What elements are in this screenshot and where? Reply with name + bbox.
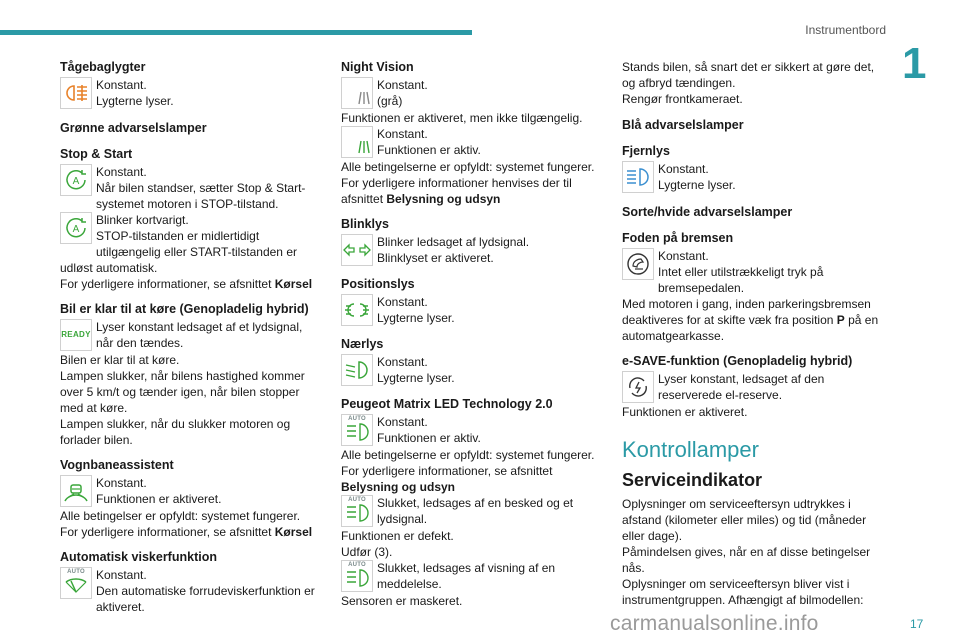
high-beam-heading: Fjernlys bbox=[622, 144, 670, 158]
stopstart-item-2: A Blinker kortvarigt. STOP-tilstanden er midlertidigt utilgængelig eller START-tilstanden er udløst automatisk. bbox=[60, 213, 297, 275]
matrix-led-auto-icon-3: AUTO bbox=[341, 560, 373, 592]
lane-assist-more: For yderligere informationer, se afsnittet Kørsel bbox=[60, 525, 313, 539]
matrix-led-auto-icon: AUTO bbox=[341, 414, 373, 446]
high-beam-icon bbox=[622, 161, 654, 193]
header-accent-bar bbox=[0, 30, 472, 35]
brake-foot-item: Konstant. Intet eller utilstrækkeligt tryk på bremsepedalen. bbox=[622, 248, 884, 296]
dipped-beam-item: Konstant. Lygterne lyser. bbox=[341, 354, 603, 387]
night-vision-grey-icon bbox=[341, 77, 373, 109]
column-2: Night Vision Konstant. (grå) Funktionen er aktiveret, men ikke tilgængelig. Konstant. Funktionen er aktiv. Alle betingelserne er opfyldt: systemet fungerer. For yderligere informationer henvises der til afsnittet Belysning og udsyn Blinklys Blinker ledsaget af lydsignal. Blinklyset er aktiveret. Positionslys Konstant. Lygterne lyser. Nærlys Konstant. Lygterne lyser. Peugeot Matrix LED Technology 2.0 AUTO Konstant. Funktionen er aktiv. Alle betingelserne er opfyldt: systemet fungerer. For yderligere informationer, se afsnittet Belysning og udsyn AUTO Slukket, ledsages af en besked og et lydsignal. Funktionen er defekt. Udfør (3). AUTO Slukket, ledsages af visning af en meddelelse. Sensoren er maskeret. bbox=[341, 59, 603, 609]
matrix-led-heading: Peugeot Matrix LED Technology 2.0 bbox=[341, 397, 553, 411]
kontrollamper-title: Kontrollamper bbox=[622, 437, 759, 462]
service-indicator-title: Serviceindikator bbox=[622, 470, 763, 490]
svg-text:A: A bbox=[72, 224, 80, 235]
blue-lamps-heading: Blå advarselslamper bbox=[622, 118, 744, 132]
stopstart-heading: Stop & Start bbox=[60, 147, 133, 161]
fog-heading: Tågebaglygter bbox=[60, 60, 146, 74]
matrix-led-item-3: AUTO Slukket, ledsages af visning af en meddelelse. bbox=[341, 560, 603, 593]
watermark: carmanualsonline.info bbox=[610, 612, 819, 635]
esave-heading: e-SAVE-funktion (Genopladelig hybrid) bbox=[622, 354, 853, 368]
ready-heading: Bil er klar til at køre (Genopladelig hybrid) bbox=[60, 302, 309, 316]
auto-wiper-icon: AUTO bbox=[60, 567, 92, 599]
high-beam-item: Konstant. Lygterne lyser. bbox=[622, 161, 884, 194]
stop-start-blink-icon bbox=[60, 212, 92, 244]
link-belysning-2: Belysning og udsyn bbox=[341, 480, 456, 494]
brake-foot-heading: Foden på bremsen bbox=[622, 231, 734, 245]
link-korsel: Kørsel bbox=[274, 277, 313, 291]
matrix-led-auto-icon-2: AUTO bbox=[341, 495, 373, 527]
fog-item: Konstant. Lygterne lyser. bbox=[60, 77, 322, 110]
stopstart-item-1: A Konstant. Når bilen standser, sætter Stop & Start-systemet motoren i STOP-tilstand. bbox=[60, 164, 322, 212]
lane-assist-icon bbox=[60, 475, 92, 507]
turn-signal-icon bbox=[341, 234, 373, 266]
wiper-heading: Automatisk viskerfunktion bbox=[60, 550, 217, 564]
night-vision-green-icon bbox=[341, 126, 373, 158]
night-vision-heading: Night Vision bbox=[341, 60, 414, 74]
green-lamps-heading: Grønne advarselslamper bbox=[60, 121, 207, 135]
column-3: Stands bilen, så snart det er sikkert at gøre det, og afbryd tændingen. Rengør frontkameraet. Blå advarselslamper Fjernlys Konstant. Lygterne lyser. Sorte/hvide advarselslamper Foden på bremsen Konstant. Intet eller utilstrækkeligt tryk på bremsepedalen. Med motoren i gang, inden parkeringsbremsen deaktiveres for at skifte væk fra position P på en automatgearkasse. e-SAVE-funktion (Genopladelig hybrid) Lyser konstant, ledsaget af den reserverede el-reserve. Funktionen er aktiveret. Kontrollamper Serviceindikator Oplysninger om serviceeftersyn udtrykkes i afstand (kilometer eller miles) og tid (måneder eller dage). Påmindelsen gives, når en af disse betingelser nås. Oplysninger om serviceeftersyn bliver vist i instrumentgruppen. Afhængigt af bilmodellen: bbox=[622, 59, 884, 608]
section-title: Instrumentbord bbox=[805, 23, 886, 37]
stop-start-icon bbox=[60, 164, 92, 196]
lane-assist-item: Konstant. Funktionen er aktiveret. bbox=[60, 475, 322, 508]
stopstart-more: For yderligere informationer, se afsnittet Kørsel bbox=[60, 277, 313, 291]
lane-assist-heading: Vognbaneassistent bbox=[60, 458, 174, 472]
position-lights-icon bbox=[341, 294, 373, 326]
wiper-item: AUTO Konstant. Den automatiske forrudeviskerfunktion er aktiveret. bbox=[60, 567, 322, 615]
position-lights-item: Konstant. Lygterne lyser. bbox=[341, 294, 603, 327]
ready-icon: READY bbox=[60, 319, 92, 351]
page-number: 17 bbox=[910, 617, 924, 631]
night-vision-more: For yderligere informationer henvises der til afsnittet Belysning og udsyn bbox=[341, 176, 572, 206]
indicator-heading: Blinklys bbox=[341, 217, 389, 231]
ready-item: READY Lyser konstant ledsaget af et lydsignal, når den tændes. bbox=[61, 320, 303, 350]
position-lights-heading: Positionslys bbox=[341, 277, 415, 291]
link-belysning: Belysning og udsyn bbox=[386, 192, 501, 206]
chapter-number: 1 bbox=[902, 39, 927, 88]
column-1: Tågebaglygter Konstant. Lygterne lyser. Grønne advarselslamper Stop & Start A Konstant. Når bilen standser, sætter Stop & Start-systemet motoren i STOP-tilstand. A Blinker kortvarigt. STOP-tilstanden er midlertidigt utilgængelig eller START-tilstanden er udløst automatisk. For yderligere informationer, se afsnittet Kørsel Bil er klar til at køre (Genopladelig hybrid) READY Lyser konstant ledsaget af et lydsignal, når den tændes. Bilen er klar til at køre. Lampen slukker, når bilens hastighed kommer over 5 km/t og tænder igen, når bilen stopper med at køre. Lampen slukker, når du slukker motoren og forlader bilen. Vognbaneassistent Konstant. Funktionen er aktiveret. Alle betingelser er opfyldt: systemet fungerer. For yderligere informationer, se afsnittet Kørsel Automatisk viskerfunktion AUTO Konstant. Den automatiske forrudeviskerfunktion er aktiveret. bbox=[60, 59, 322, 615]
night-vision-item-2: Konstant. Funktionen er aktiv. bbox=[341, 126, 603, 159]
dipped-beam-icon bbox=[341, 354, 373, 386]
svg-text:A: A bbox=[72, 176, 80, 187]
esave-icon bbox=[622, 371, 654, 403]
indicator-item: Blinker ledsaget af lydsignal. Blinklyset er aktiveret. bbox=[341, 234, 603, 267]
black-white-lamps-heading: Sorte/hvide advarselslamper bbox=[622, 205, 793, 219]
matrix-led-item-1: AUTO Konstant. Funktionen er aktiv. bbox=[341, 414, 603, 447]
foot-on-brake-icon bbox=[622, 248, 654, 280]
night-vision-item-1: Konstant. (grå) bbox=[341, 77, 603, 110]
dipped-beam-heading: Nærlys bbox=[341, 337, 384, 351]
rear-fog-light-icon bbox=[60, 77, 92, 109]
link-korsel-2: Kørsel bbox=[274, 525, 313, 539]
esave-item: Lyser konstant, ledsaget af den reserverede el-reserve. bbox=[622, 371, 884, 404]
matrix-led-item-2: AUTO Slukket, ledsages af en besked og et lydsignal. bbox=[341, 495, 603, 528]
